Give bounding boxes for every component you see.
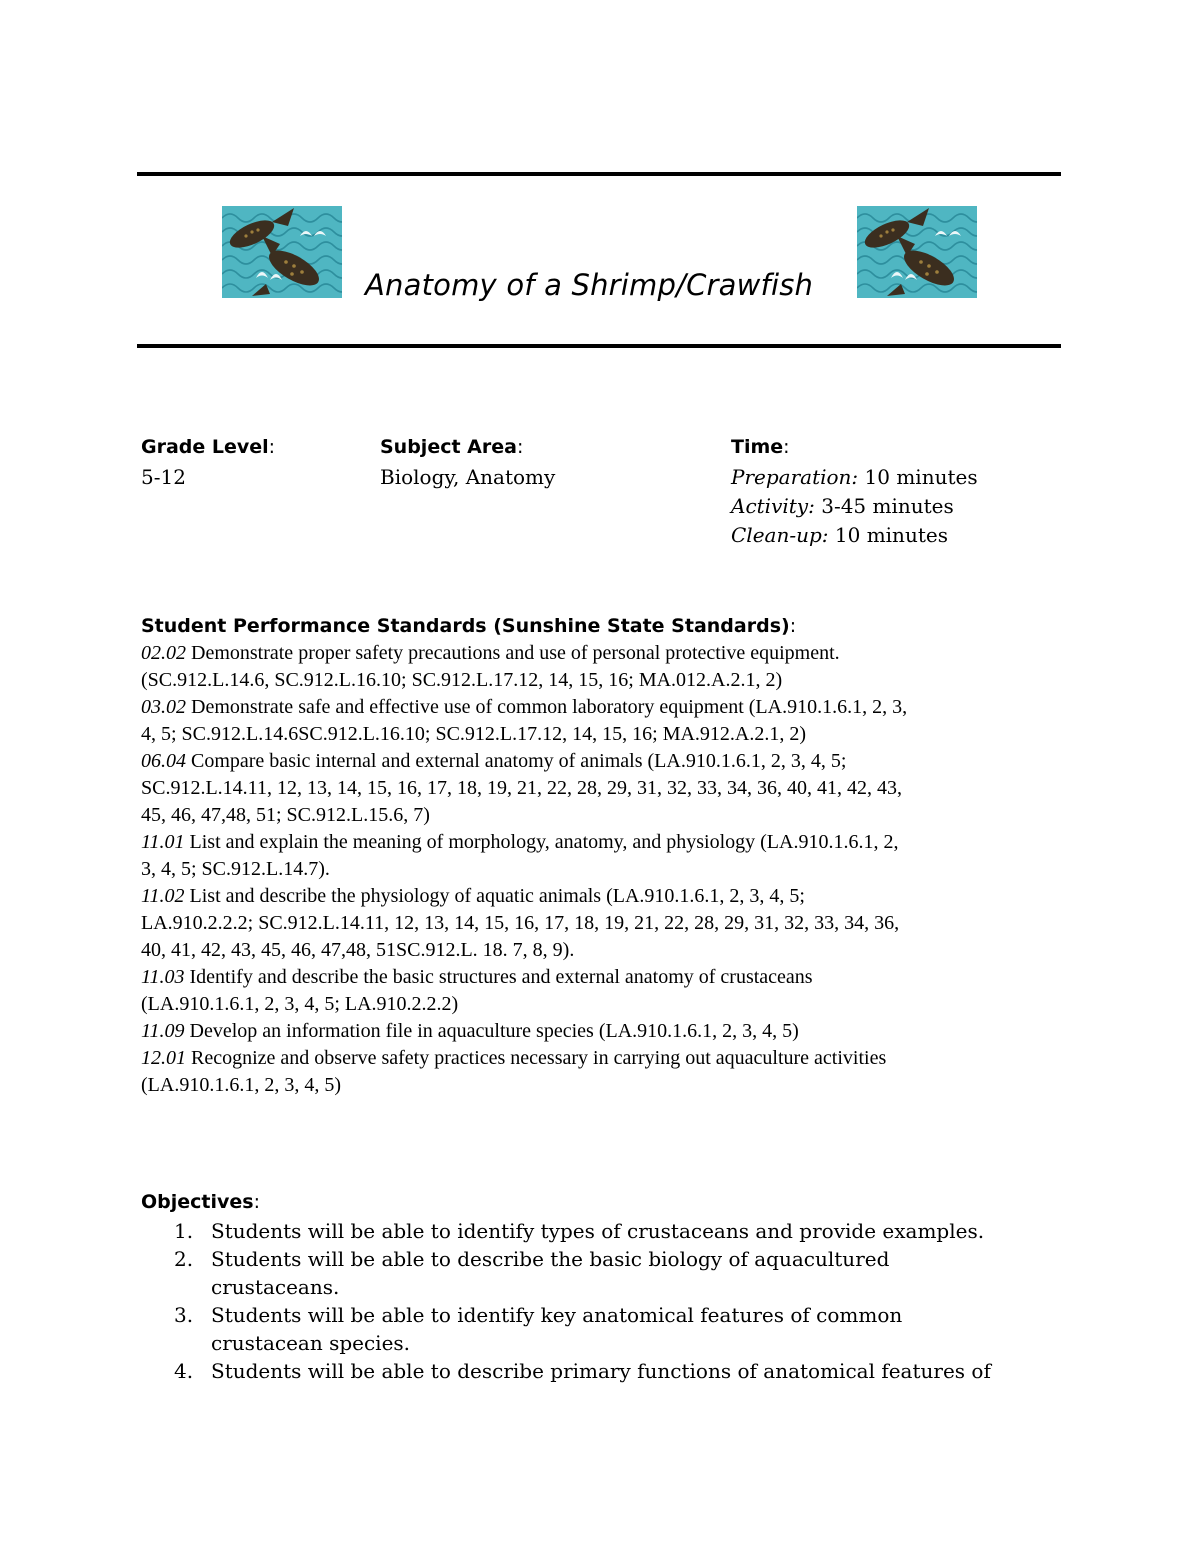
list-item: 2. Students will be able to describe the basic biology of aquacultured crustaceans. [174,1247,890,1299]
standard-line: SC.912.L.14.11, 12, 13, 14, 15, 16, 17, 18, 19, 21, 22, 28, 29, 31, 32, 33, 34, 36, 40, 41, 42, 43, [141,777,902,799]
standard-line: 12.01 Recognize and observe safety practices necessary in carrying out aquaculture activities [141,1047,887,1069]
subject-area-block [380,433,555,492]
standard-line: (SC.912.L.14.6, SC.912.L.16.10; SC.912.L.17.12, 14, 15, 16; MA.012.A.2.1, 2) [141,669,783,691]
koi-fish-image-left [222,206,342,298]
objectives-section [141,1187,1061,1385]
standard-line: 06.04 Compare basic internal and external anatomy of animals (LA.910.1.6.1, 2, 3, 4, 5; [141,750,847,772]
grade-level-label: Grade Level: [141,436,276,458]
standard-line: LA.910.2.2.2; SC.912.L.14.11, 12, 13, 14, 15, 16, 17, 18, 19, 21, 22, 28, 29, 31, 32, 33, 34, 36, [141,912,900,934]
standard-line: 4, 5; SC.912.L.14.6SC.912.L.16.10; SC.912.L.17.12, 14, 15, 16; MA.912.A.2.1, 2) [141,723,807,745]
subject-area-label: Subject Area: [380,436,524,458]
time-block [731,433,978,550]
grade-level-value: 5-12 [141,465,186,489]
objectives-list [141,1217,1061,1385]
standard-line: 11.03 Identify and describe the basic structures and external anatomy of crustaceans [141,966,813,988]
time-cleanup: Clean-up: 10 minutes [731,523,948,547]
koi-fish-on-waves-image [222,206,342,298]
koi-fish-image-right [857,206,977,298]
list-number: 2. [174,1247,194,1271]
list-number: 1. [174,1219,194,1243]
time-label: Time: [731,436,790,458]
title-rule-top [137,172,1061,176]
standard-line: 11.01 List and explain the meaning of morphology, anatomy, and physiology (LA.910.1.6.1, 2, [141,831,899,853]
list-number: 3. [174,1303,194,1327]
standard-line: 40, 41, 42, 43, 45, 46, 47,48, 51SC.912.L. 18. 7, 8, 9). [141,939,575,961]
list-item: 1. Students will be able to identify types of crustaceans and provide examples. [174,1219,985,1243]
standard-line: (LA.910.1.6.1, 2, 3, 4, 5; LA.910.2.2.2) [141,993,459,1015]
standards-heading: Student Performance Standards (Sunshine State Standards): [141,615,797,637]
document-title: Anatomy of a Shrimp/Crawfish [365,268,814,302]
standards-list [141,640,1061,1099]
standard-line: (LA.910.1.6.1, 2, 3, 4, 5) [141,1074,341,1096]
standard-line: 02.02 Demonstrate proper safety precautions and use of personal protective equipment. [141,642,840,664]
subject-area-value: Biology, Anatomy [380,465,556,489]
list-item: 3. Students will be able to identify key anatomical features of common crustacean species. [174,1303,903,1355]
list-item: 4. Students will be able to describe primary functions of anatomical features of [174,1359,991,1383]
list-number: 4. [174,1359,194,1383]
title-rule-bottom [137,344,1061,348]
standard-line: 11.09 Develop an information file in aquaculture species (LA.910.1.6.1, 2, 3, 4, 5) [141,1020,799,1042]
standards-section [141,612,1061,1099]
standard-line: 03.02 Demonstrate safe and effective use of common laboratory equipment (LA.910.1.6.1, 2, 3, [141,696,908,718]
standard-line: 11.02 List and describe the physiology of aquatic animals (LA.910.1.6.1, 2, 3, 4, 5; [141,885,805,907]
time-activity: Activity: 3-45 minutes [731,494,954,518]
koi-fish-on-waves-image [857,206,977,298]
objectives-heading: Objectives: [141,1191,260,1213]
standard-line: 3, 4, 5; SC.912.L.14.7). [141,858,330,880]
standard-line: 45, 46, 47,48, 51; SC.912.L.15.6, 7) [141,804,430,826]
grade-level-block [141,433,275,492]
time-preparation: Preparation: 10 minutes [731,465,978,489]
